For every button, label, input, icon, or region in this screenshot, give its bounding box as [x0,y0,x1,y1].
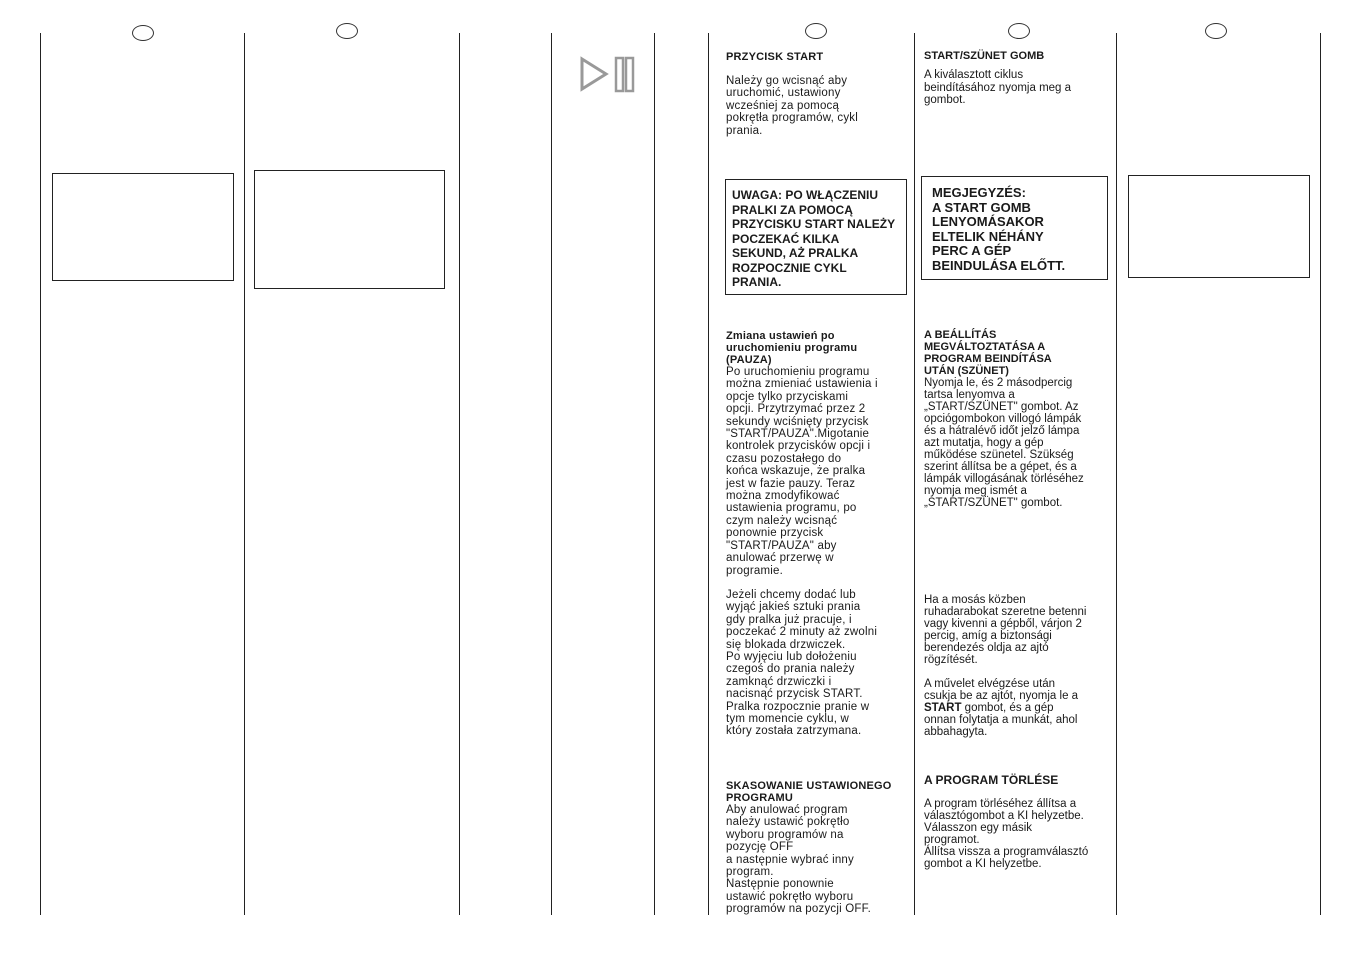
polish-start-section [726,51,911,137]
hungarian-after-text [924,678,1114,738]
polish-pause-section [726,330,911,738]
column-divider [1320,33,1321,915]
hungarian-pause-heading: A BEÁLLÍTÁS MEGVÁLTOZTATÁSA A PROGRAM BEINDÍTÁSA UTÁN (SZÜNET) [924,329,1052,377]
hungarian-door-text: Ha a mosás közben ruhadarabokat szeretne betenni vagy kivenni a gépből, várjon 2 percig, amíg a biztonsági berendezés oldja az ajtó rögzítését. [924,594,1087,666]
play-pause-icon [578,55,638,95]
language-marker [1008,23,1030,39]
column-divider [708,33,709,915]
language-marker [336,23,358,39]
language-marker [132,25,154,41]
hungarian-pause-section [924,329,1114,509]
polish-start-text: Należy go wcisnąć aby uruchomić, ustawiony wcześniej za pomocą pokrętła programów, cykl prania. [726,75,858,137]
polish-note-box [725,179,907,295]
hungarian-start-heading: START/SZÜNET GOMB [924,50,1045,62]
hungarian-cancel-heading: A PROGRAM TÖRLÉSE [924,773,1059,787]
column-divider [1116,33,1117,915]
language-marker [805,23,827,39]
hungarian-pause-text: Nyomja le, és 2 másodpercig tartsa lenyomva a „START/SZÜNET" gombot. Az opciógombokon villogó lámpák és a hátralévő időt jelző lámpa azt mutatja, hogy a gép működése szünetel. Szükség szerint állítsa be a gépet, és a lámpák villogásának törléséhez nyomja meg ismét a „START/SZÜNET" gombot. [924,377,1084,509]
hungarian-after-bold: START [924,702,962,714]
polish-note-text: UWAGA: PO WŁĄCZENIU PRALKI ZA POMOCĄ PRZYCISKU START NALEŻY POCZEKAĆ KILKA SEKUND, AŻ PRALKA ROZPOCZNIE CYKL PRANIA. [732,188,896,289]
polish-cancel-heading: SKASOWANIE USTAWIONEGO PROGRAMU [726,780,892,804]
polish-start-heading: PRZYCISK START [726,51,824,63]
language-marker [1205,23,1227,39]
column-divider [551,33,552,915]
empty-note-box [254,170,445,289]
hungarian-cancel-text: A program törléséhez állítsa a választógombot a KI helyzetbe. Válasszon egy másik programot. Állítsa vissza a programválasztó gombot a KI helyzetbe. [924,798,1089,870]
hungarian-note-box [921,176,1108,280]
column-divider [914,33,915,915]
column-divider [40,33,41,915]
polish-door-text: Jeżeli chcemy dodać lub wyjąć jakieś sztuki prania gdy pralka już pracuje, i poczekać 2 minuty aż zwolni się blokada drzwiczek. Po wyjęciu lub dołożeniu czegoś do prania należy zamknąć drzwiczki i nacisnąć przycisk START. Pralka rozpocznie pranie w tym momencie cyklu, w który została zatrzymana. [726,588,878,738]
polish-cancel-section [726,780,911,916]
empty-note-box [52,173,234,281]
column-divider [244,33,245,915]
hungarian-start-text: A kiválasztott ciklus beindításához nyomja meg a gombot. [924,69,1072,106]
polish-pause-heading: Zmiana ustawień po uruchomieniu programu (PAUZA) [726,330,858,366]
hungarian-start-section [924,50,1114,107]
empty-note-box [1128,175,1310,278]
hungarian-note-text: MEGJEGYZÉS: A START GOMB LENYOMÁSAKOR ELTELIK NÉHÁNY PERC A GÉP BEINDULÁSA ELŐTT. [932,185,1066,273]
hungarian-cancel-section [924,774,1114,870]
column-divider [459,33,460,915]
hungarian-after-post: gombot, és a gép onnan folytatja a munkát, ahol abbahagyta. [924,702,1078,738]
hungarian-after-pre: A művelet elvégzése után csukja be az ajtót, nyomja le a [924,678,1079,702]
polish-cancel-text: Aby anulować program należy ustawić pokrętło wyboru programów na pozycję OFF a następnie wybrać inny program. Następnie ponownie ustawić pokrętło wyboru programów na pozycji OFF. [726,804,871,916]
polish-pause-text: Po uruchomieniu programu można zmieniać ustawienia i opcje tylko przyciskami opcji. Przytrzymać przez 2 sekundy wciśnięty przycisk "START/PAUZA".Migotanie kontrolek przycisków opcji i czasu pozostałego do końca wskazuje, że pralka jest w fazie pauzy. Teraz można zmodyfikować ustawienia programu, po czym należy wcisnąć ponownie przycisk "START/PAUZA" aby anulować przerwę w programie. [726,366,878,577]
hungarian-door-section [924,594,1114,738]
column-divider [654,33,655,915]
